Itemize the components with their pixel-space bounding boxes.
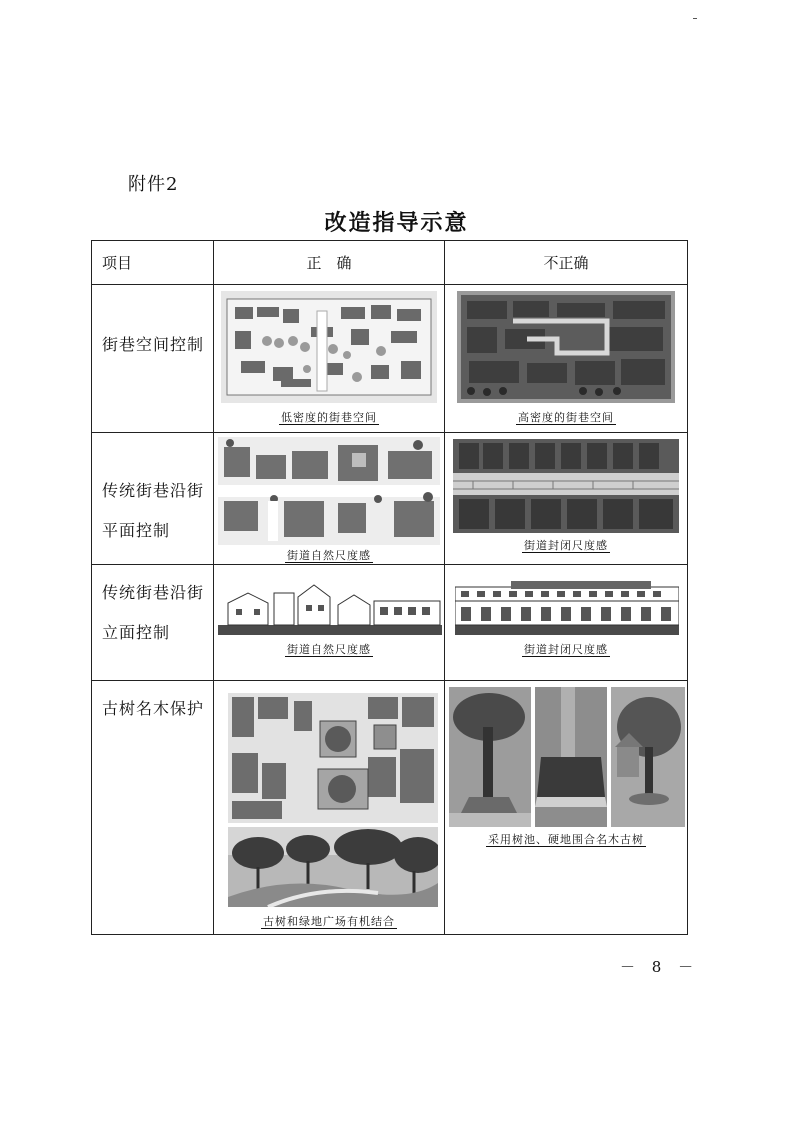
street-elevation-incorrect-image <box>455 581 679 635</box>
table-row <box>92 285 688 433</box>
caption-correct-2: 街道自然尺度感 <box>287 549 371 562</box>
caption-incorrect-2: 街道封闭尺度感 <box>524 539 608 552</box>
street-plan-incorrect-image <box>453 439 679 533</box>
header-item: 项目 <box>92 241 214 285</box>
tree-plan-image <box>228 693 438 823</box>
cell-incorrect <box>445 565 688 681</box>
guide-table <box>91 240 688 935</box>
header-correct: 正 确 <box>214 241 445 285</box>
header-row <box>92 241 688 285</box>
tree-pit-photos <box>449 687 685 827</box>
document-title: 改造指导示意 <box>324 210 469 236</box>
scan-mark <box>693 18 697 19</box>
street-elevation-correct-image <box>218 579 442 635</box>
table-row <box>92 433 688 565</box>
row-label-street-plan: 传统街巷沿街平面控制 <box>92 433 214 565</box>
header-incorrect: 不正确 <box>445 241 688 285</box>
cell-incorrect <box>445 433 688 565</box>
caption-correct-4: 古树和绿地广场有机结合 <box>263 915 395 928</box>
caption-correct-1: 低密度的街巷空间 <box>281 411 377 424</box>
row-label-old-trees: 古树名木保护 <box>92 681 214 935</box>
cell-correct <box>214 565 445 681</box>
row-label-street-elevation: 传统街巷沿街立面控制 <box>92 565 214 681</box>
low-density-plan-image <box>221 291 437 403</box>
table-row <box>92 565 688 681</box>
caption-incorrect-3: 街道封闭尺度感 <box>524 643 608 656</box>
cell-correct <box>214 433 445 565</box>
cell-correct <box>214 681 445 935</box>
row-label-street-space: 街巷空间控制 <box>92 285 214 433</box>
cell-incorrect <box>445 285 688 433</box>
tree-plaza-photo <box>228 827 438 907</box>
cell-incorrect <box>445 681 688 935</box>
caption-incorrect-1: 高密度的街巷空间 <box>518 411 614 424</box>
caption-correct-3: 街道自然尺度感 <box>287 643 371 656</box>
cell-correct <box>214 285 445 433</box>
caption-incorrect-4: 采用树池、硬地围合名木古树 <box>488 833 644 846</box>
high-density-plan-image <box>457 291 675 403</box>
street-plan-correct-image <box>218 437 440 545</box>
page-number: － 8 － <box>620 958 700 976</box>
table-row <box>92 681 688 935</box>
attachment-label: 附件2 <box>128 174 179 195</box>
